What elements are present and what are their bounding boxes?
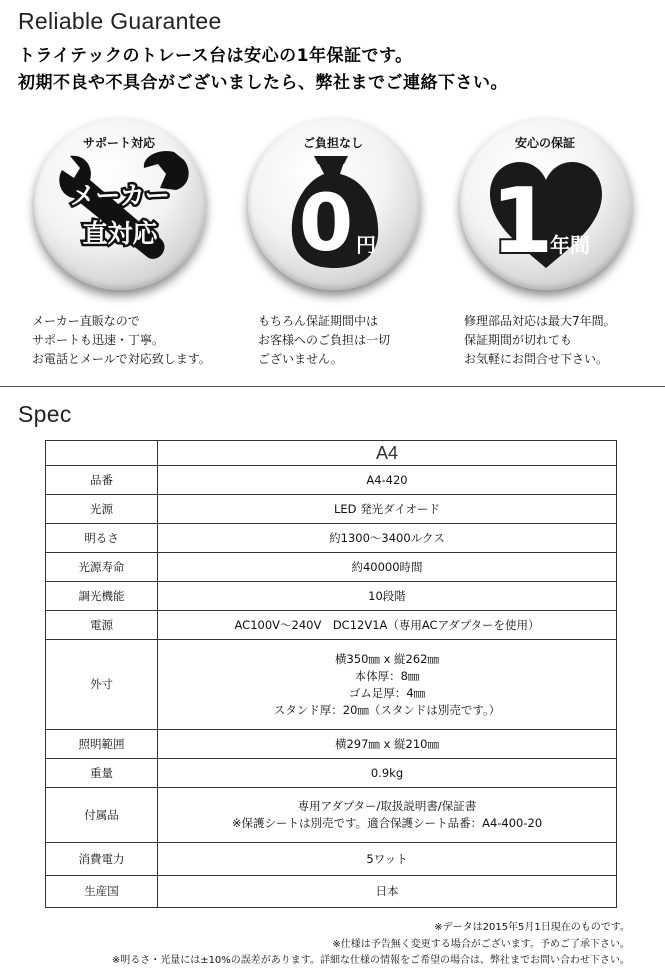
- spec-label: 付属品: [46, 788, 158, 843]
- spec-value-line: 横350㎜ x 縦262㎜: [334, 651, 440, 666]
- guarantee-lead-line-1: トライテックのトレース台は安心の1年保証です。: [18, 46, 413, 66]
- spec-header-row: [46, 441, 617, 466]
- description-line: 修理部品対応は最大7年間。: [464, 314, 616, 328]
- description-line: もちろん保証期間中は: [258, 314, 379, 328]
- spec-value: 約40000時間: [158, 553, 617, 582]
- one-year-description: [464, 312, 616, 369]
- no-charge-badge: [234, 112, 432, 307]
- spec-value: LED 発光ダイオード: [158, 495, 617, 524]
- spec-table: [45, 440, 617, 908]
- description-line: 保証期間が切れても: [464, 333, 573, 347]
- spec-value-line: 本体厚：8㎜: [354, 668, 420, 683]
- spec-label: 調光機能: [46, 582, 158, 611]
- table-row: [46, 553, 617, 582]
- no-charge-description: [258, 312, 390, 369]
- spec-label: 電源: [46, 611, 158, 640]
- support-badge: [20, 112, 218, 307]
- spec-value-line: ゴム足厚：4㎜: [348, 685, 426, 700]
- spec-label: 光源寿命: [46, 553, 158, 582]
- table-row: [46, 759, 617, 788]
- table-row: [46, 582, 617, 611]
- table-row: [46, 524, 617, 553]
- spec-section-title: Spec: [18, 401, 72, 427]
- description-line: お電話とメールで対応致します。: [32, 352, 211, 366]
- spec-value: 横297㎜ x 縦210㎜: [158, 730, 617, 759]
- spec-label: 消費電力: [46, 843, 158, 876]
- table-row: [46, 876, 617, 908]
- table-row: [46, 640, 617, 730]
- spec-column-header: A4: [158, 441, 617, 466]
- description-line: お客様へのご負担は一切: [258, 333, 391, 347]
- one-year-badge: [446, 112, 644, 307]
- spec-note: ※仕様は予告無く変更する場合がございます。予めご了承下さい。: [332, 939, 630, 950]
- spec-value: 5ワット: [158, 843, 617, 876]
- spec-value: 約1300～3400ルクス: [158, 524, 617, 553]
- spec-value: [158, 788, 617, 843]
- table-row: [46, 495, 617, 524]
- table-row: [46, 611, 617, 640]
- spec-value-line: ※保護シートは別売です。適合保護シート品番：A4-400-20: [231, 816, 543, 830]
- spec-note: ※明るさ・光量には±10%の誤差があります。詳細な仕様の情報をご希望の場合は、弊社までお問い合わせ下さい。: [111, 955, 630, 966]
- badge-main-line-2: 直対応: [82, 219, 158, 248]
- spec-value-line: 専用アダプター/取扱説明書/保証書: [297, 799, 477, 813]
- badge-caption: サポート対応: [82, 136, 155, 150]
- description-line: お気軽にお問合せ下さい。: [464, 352, 609, 366]
- badge-unit: 年間: [550, 233, 590, 257]
- spec-value: 10段階: [158, 582, 617, 611]
- badge-big-number: 0: [298, 179, 354, 269]
- description-line: メーカー直販なので: [32, 314, 140, 328]
- spec-label: 明るさ: [46, 524, 158, 553]
- guarantee-lead-line-2: 初期不良や不具合がございましたら、弊社までご連絡下さい。: [18, 73, 508, 93]
- table-row: [46, 730, 617, 759]
- spec-label: 重量: [46, 759, 158, 788]
- badge-big-number: 1: [490, 169, 554, 274]
- spec-label: 品番: [46, 466, 158, 495]
- guarantee-section-title: Reliable Guarantee: [18, 8, 222, 34]
- section-divider: [0, 386, 665, 387]
- description-line: サポートも迅速・丁寧。: [32, 333, 165, 347]
- spec-value: 0.9kg: [158, 759, 617, 788]
- badge-main-line-1: メーカー: [70, 181, 170, 210]
- spec-value: AC100V～240V DC12V1A（専用ACアダプターを使用）: [158, 611, 617, 640]
- badge-unit: 円: [356, 233, 376, 257]
- spec-value-line: スタンド厚：20㎜（スタンドは別売です。）: [273, 702, 501, 717]
- spec-value: 日本: [158, 876, 617, 908]
- badge-caption: 安心の保証: [514, 136, 575, 150]
- spec-label: 生産国: [46, 876, 158, 908]
- spec-value: [158, 640, 617, 730]
- spec-note: ※データは2015年5月1日現在のものです。: [434, 922, 630, 933]
- spec-label: 照明範囲: [46, 730, 158, 759]
- spec-header-empty-cell: [46, 441, 158, 466]
- badge-caption: ご負担なし: [302, 136, 363, 150]
- table-row: [46, 843, 617, 876]
- spec-value: A4-420: [158, 466, 617, 495]
- table-row: [46, 466, 617, 495]
- support-description: [32, 312, 211, 369]
- spec-label: 外寸: [46, 640, 158, 730]
- description-line: ございません。: [258, 352, 343, 366]
- table-row: [46, 788, 617, 843]
- spec-label: 光源: [46, 495, 158, 524]
